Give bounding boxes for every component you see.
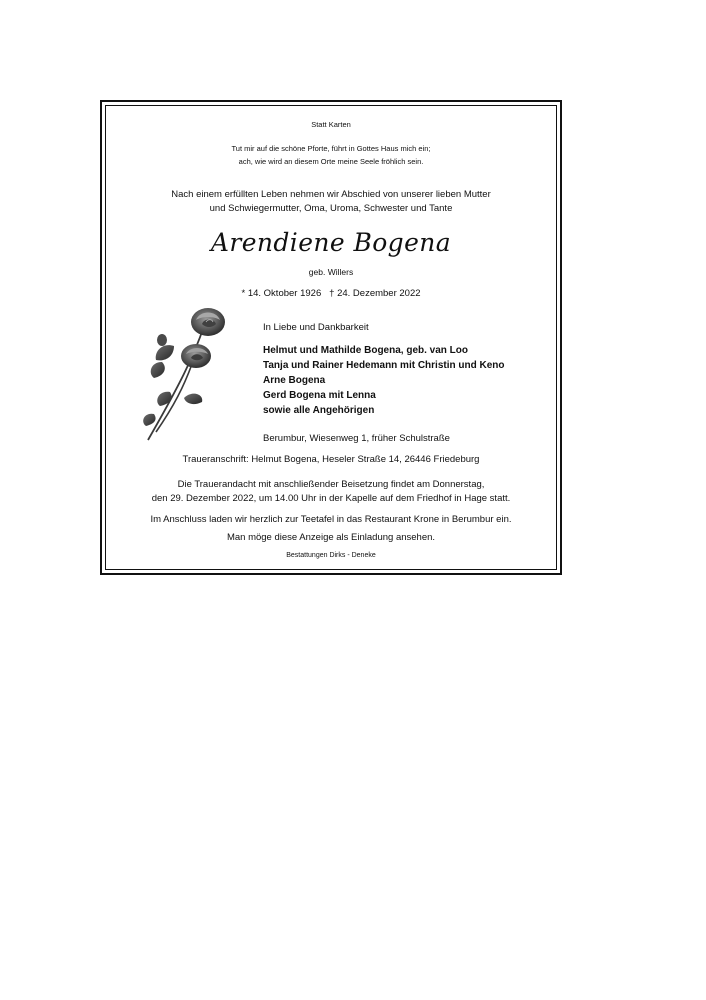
- family-place: Berumbur, Wiesenweg 1, früher Schulstraße: [263, 433, 450, 444]
- ceremony-line-1: Die Trauerandacht mit anschließender Beisetzung findet am Donnerstag,: [177, 479, 485, 490]
- obituary-card: [100, 100, 562, 575]
- invitation-line-1: Im Anschluss laden wir herzlich zur Teetafel in das Restaurant Krone in Berumbur ein.: [150, 514, 512, 525]
- header-label: Statt Karten: [311, 120, 351, 129]
- rose-icon: [134, 306, 234, 446]
- poem-line-1: Tut mir auf die schöne Pforte, führt in Gottes Haus mich ein;: [231, 144, 431, 153]
- deceased-name: Arendiene Bogena: [210, 228, 452, 257]
- mourner-name: Arne Bogena: [263, 375, 326, 386]
- mourner-name: Gerd Bogena mit Lenna: [263, 390, 376, 401]
- maiden-name: geb. Willers: [308, 267, 354, 277]
- intro-line-1: Nach einem erfüllten Leben nehmen wir Abschied von unserer lieben Mutter: [171, 189, 491, 200]
- mourning-address: Traueranschrift: Helmut Bogena, Heseler Straße 14, 26446 Friedeburg: [182, 454, 480, 465]
- poem-line-2: ach, wie wird an diesem Orte meine Seele fröhlich sein.: [238, 157, 424, 166]
- mourner-name: Helmut und Mathilde Bogena, geb. van Loo: [263, 345, 469, 356]
- card-inner-border: [105, 105, 557, 570]
- invitation-line-2: Man möge diese Anzeige als Einladung ansehen.: [226, 532, 436, 543]
- intro-line-2: und Schwiegermutter, Oma, Uroma, Schwester und Tante: [209, 203, 453, 214]
- mourner-name: sowie alle Angehörigen: [263, 405, 375, 416]
- mourners-intro: In Liebe und Dankbarkeit: [263, 322, 369, 333]
- mourner-name: Tanja und Rainer Hedemann mit Christin und Keno: [263, 360, 505, 371]
- life-dates: * 14. Oktober 1926 † 24. Dezember 2022: [241, 288, 421, 299]
- undertaker: Bestattungen Dirks - Deneke: [286, 552, 376, 559]
- ceremony-line-2: den 29. Dezember 2022, um 14.00 Uhr in der Kapelle auf dem Friedhof in Hage statt.: [151, 493, 511, 504]
